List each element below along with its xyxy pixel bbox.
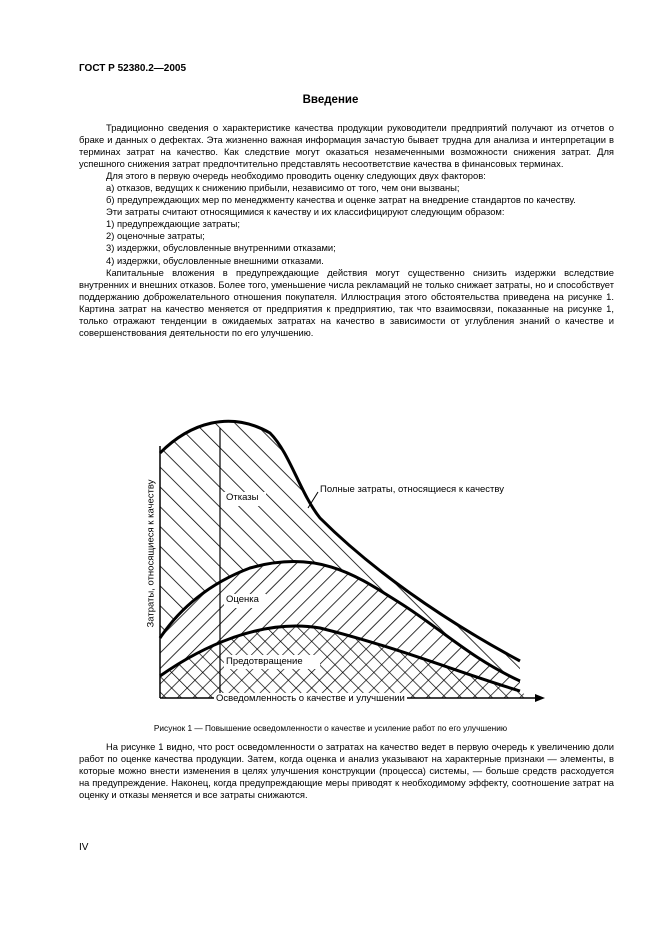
appraisal-label: Оценка — [226, 594, 259, 605]
paragraph: Традиционно сведения о характеристике качества продукции руководители предприятий получают из отчетов о браке и данных о дефектах. Эта жизненно важная информация зачастую бывает трудна для анализа и интерпретации в терминах затрат на качество. Как следствие могут оказаться незамеченными возможности снижения затрат. Для успешного снижения затрат предпочтительно представлять несоответствие качества в финансовых терминах. — [79, 122, 614, 170]
figure-caption: Рисунок 1 — Повышение осведомленности о качестве и усиление работ по его улучшению — [153, 723, 508, 733]
document-header: ГОСТ Р 52380.2—2005 — [79, 63, 187, 74]
list-item: 3) издержки, обусловленные внутренними отказами; — [106, 242, 336, 254]
total-cost-label: Полные затраты, относящиеся к качеству — [320, 484, 504, 495]
list-item: 2) оценочные затраты; — [106, 230, 205, 242]
body-text-bottom — [79, 741, 614, 801]
page-number: IV — [79, 842, 89, 853]
prevention-label: Предотвращение — [226, 656, 303, 667]
list-item: 4) издержки, обусловленные внешними отказами. — [106, 254, 324, 266]
paragraph: Эти затраты считают относящимися к качеству и их классифицируют следующим образом: — [106, 206, 505, 218]
paragraph: На рисунке 1 видно, что рост осведомленности о затратах на качество ведет в первую очередь к увеличению доли работ по оценке качества продукции. Затем, когда оценка и анализ указывают на характерные признаки — элементы, в которые можно внести изменения в целях улучшения конструкции (процесса) системы, — больше средств расходуется на предупреждение. Наконец, когда предупреждающие меры приводят к необходимому эффекту, соотношение затрат на оценку и отказы меняется и все затраты снижаются. — [79, 741, 614, 801]
list-item: 1) предупреждающие затраты; — [106, 218, 241, 230]
list-item: а) отказов, ведущих к снижению прибыли, независимо от того, чем они вызваны; — [106, 182, 460, 194]
x-axis-label: Осведомленность о качестве и улучшении — [216, 693, 405, 704]
body-text-top — [79, 122, 614, 339]
paragraph: Для этого в первую очередь необходимо проводить оценку следующих двух факторов: — [106, 170, 486, 182]
list-item: б) предупреждающих мер по менеджменту качества и оценке затрат на внедрение стандартов по качеству. — [106, 194, 576, 206]
paragraph: Капитальные вложения в предупреждающие действия могут существенно снизить издержки вследствие внутренних и внешних отказов. Более того, уменьшение числа рекламаций не только снижает затраты, но и способствует поддержанию доброжелательного отношения покупателя. Иллюстрация этого обстоятельства приведена на рисунке 1. Картина затрат на качество меняется от предприятия к предприятию, так что взаимосвязи, показанные на рисунке 1, только отражают тенденции в ожидаемых затратах на качество в зависимости от углубления знаний о качестве и совершенствования деятельности по его улучшению. — [79, 266, 614, 338]
quality-cost-diagram — [140, 408, 550, 708]
x-axis-arrow — [535, 694, 545, 702]
failures-label: Отказы — [226, 492, 259, 503]
figure-1 — [140, 408, 550, 708]
y-axis-label: Затраты, относящиеся к качеству — [145, 479, 157, 628]
section-title: Введение — [302, 94, 359, 106]
